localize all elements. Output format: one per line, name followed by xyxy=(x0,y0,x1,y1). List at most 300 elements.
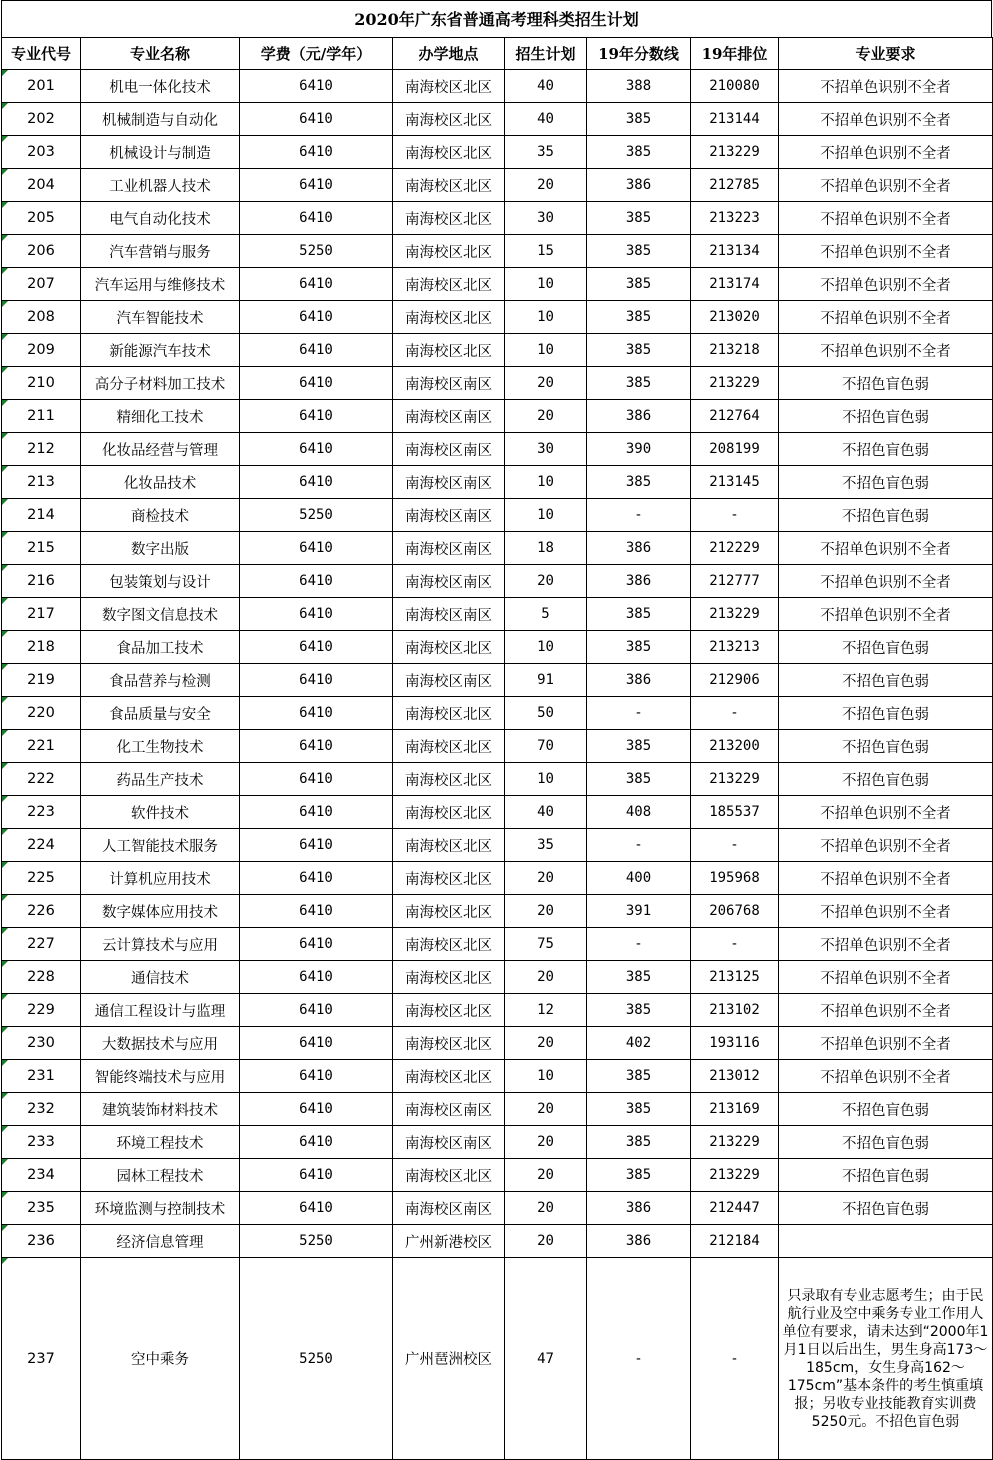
cell-rank[interactable]: 213229 xyxy=(691,1126,779,1159)
cell-fee[interactable]: 6410 xyxy=(240,829,393,862)
cell-location[interactable]: 南海校区北区 xyxy=(393,697,505,730)
cell-requirement[interactable]: 不招单色识别不全者 xyxy=(779,565,993,598)
cell-fee[interactable]: 6410 xyxy=(240,367,393,400)
cell-location[interactable]: 南海校区南区 xyxy=(393,598,505,631)
cell-plan[interactable]: 10 xyxy=(505,334,587,367)
cell-score[interactable]: 385 xyxy=(587,994,691,1027)
cell-plan[interactable]: 12 xyxy=(505,994,587,1027)
cell-score[interactable]: 385 xyxy=(587,1093,691,1126)
cell-score[interactable]: 385 xyxy=(587,1060,691,1093)
table-row xyxy=(2,433,993,466)
cell-code[interactable]: 230 xyxy=(2,1027,81,1060)
cell-location[interactable]: 南海校区北区 xyxy=(393,796,505,829)
cell-score[interactable]: 388 xyxy=(587,70,691,103)
cell-plan[interactable]: 20 xyxy=(505,1093,587,1126)
cell-plan[interactable]: 20 xyxy=(505,1126,587,1159)
cell-score[interactable]: 402 xyxy=(587,1027,691,1060)
cell-location[interactable]: 南海校区北区 xyxy=(393,994,505,1027)
cell-plan[interactable]: 18 xyxy=(505,532,587,565)
cell-requirement[interactable]: 不招单色识别不全者 xyxy=(779,796,993,829)
cell-requirement[interactable]: 不招色盲色弱 xyxy=(779,367,993,400)
cell-location[interactable]: 南海校区北区 xyxy=(393,235,505,268)
cell-name[interactable]: 汽车营销与服务 xyxy=(81,235,240,268)
cell-rank[interactable]: 213145 xyxy=(691,466,779,499)
cell-plan[interactable]: 47 xyxy=(505,1258,587,1460)
cell-fee[interactable]: 5250 xyxy=(240,1258,393,1460)
cell-name[interactable]: 汽车智能技术 xyxy=(81,301,240,334)
cell-requirement[interactable]: 不招色盲色弱 xyxy=(779,499,993,532)
cell-location[interactable]: 南海校区北区 xyxy=(393,136,505,169)
cell-name[interactable]: 人工智能技术服务 xyxy=(81,829,240,862)
cell-code[interactable]: 234 xyxy=(2,1159,81,1192)
cell-fee[interactable]: 6410 xyxy=(240,1126,393,1159)
cell-score[interactable]: 400 xyxy=(587,862,691,895)
cell-score[interactable]: 385 xyxy=(587,235,691,268)
cell-plan[interactable]: 40 xyxy=(505,70,587,103)
cell-requirement[interactable]: 不招单色识别不全者 xyxy=(779,103,993,136)
cell-name[interactable]: 云计算技术与应用 xyxy=(81,928,240,961)
cell-code[interactable]: 229 xyxy=(2,994,81,1027)
cell-rank[interactable]: 213229 xyxy=(691,763,779,796)
cell-rank[interactable]: 212447 xyxy=(691,1192,779,1225)
cell-requirement[interactable]: 不招单色识别不全者 xyxy=(779,301,993,334)
cell-score[interactable]: 386 xyxy=(587,664,691,697)
cell-requirement[interactable]: 不招单色识别不全者 xyxy=(779,268,993,301)
cell-requirement[interactable]: 不招单色识别不全者 xyxy=(779,136,993,169)
cell-plan[interactable]: 20 xyxy=(505,367,587,400)
cell-score[interactable]: 390 xyxy=(587,433,691,466)
cell-fee[interactable]: 6410 xyxy=(240,532,393,565)
cell-location[interactable]: 南海校区北区 xyxy=(393,730,505,763)
cell-plan[interactable]: 30 xyxy=(505,202,587,235)
cell-code[interactable]: 232 xyxy=(2,1093,81,1126)
cell-requirement[interactable]: 不招单色识别不全者 xyxy=(779,928,993,961)
cell-score[interactable]: 385 xyxy=(587,730,691,763)
cell-code[interactable]: 201 xyxy=(2,70,81,103)
cell-fee[interactable]: 6410 xyxy=(240,70,393,103)
cell-name[interactable]: 数字图文信息技术 xyxy=(81,598,240,631)
cell-fee[interactable]: 6410 xyxy=(240,202,393,235)
cell-plan[interactable]: 75 xyxy=(505,928,587,961)
cell-code[interactable]: 227 xyxy=(2,928,81,961)
cell-plan[interactable]: 10 xyxy=(505,1060,587,1093)
cell-location[interactable]: 南海校区北区 xyxy=(393,70,505,103)
cell-rank[interactable]: 193116 xyxy=(691,1027,779,1060)
cell-name[interactable]: 建筑装饰材料技术 xyxy=(81,1093,240,1126)
cell-name[interactable]: 智能终端技术与应用 xyxy=(81,1060,240,1093)
cell-location[interactable]: 广州新港校区 xyxy=(393,1225,505,1258)
cell-name[interactable]: 商检技术 xyxy=(81,499,240,532)
cell-fee[interactable]: 6410 xyxy=(240,1027,393,1060)
cell-requirement[interactable]: 不招色盲色弱 xyxy=(779,433,993,466)
cell-code[interactable]: 212 xyxy=(2,433,81,466)
cell-rank[interactable]: 213229 xyxy=(691,367,779,400)
cell-name[interactable]: 经济信息管理 xyxy=(81,1225,240,1258)
cell-code[interactable]: 203 xyxy=(2,136,81,169)
cell-fee[interactable]: 6410 xyxy=(240,928,393,961)
cell-code[interactable]: 224 xyxy=(2,829,81,862)
cell-fee[interactable]: 6410 xyxy=(240,1060,393,1093)
cell-name[interactable]: 数字媒体应用技术 xyxy=(81,895,240,928)
cell-plan[interactable]: 20 xyxy=(505,961,587,994)
cell-rank[interactable]: 212764 xyxy=(691,400,779,433)
cell-requirement[interactable]: 不招色盲色弱 xyxy=(779,1192,993,1225)
cell-code[interactable]: 210 xyxy=(2,367,81,400)
cell-code[interactable]: 211 xyxy=(2,400,81,433)
cell-location[interactable]: 南海校区北区 xyxy=(393,301,505,334)
cell-rank[interactable]: 213229 xyxy=(691,1159,779,1192)
cell-fee[interactable]: 6410 xyxy=(240,136,393,169)
cell-requirement[interactable]: 不招单色识别不全者 xyxy=(779,961,993,994)
cell-fee[interactable]: 5250 xyxy=(240,499,393,532)
cell-code[interactable]: 207 xyxy=(2,268,81,301)
cell-plan[interactable]: 20 xyxy=(505,400,587,433)
cell-rank[interactable]: 213218 xyxy=(691,334,779,367)
cell-name[interactable]: 食品加工技术 xyxy=(81,631,240,664)
cell-name[interactable]: 大数据技术与应用 xyxy=(81,1027,240,1060)
cell-fee[interactable]: 6410 xyxy=(240,268,393,301)
cell-requirement[interactable]: 不招色盲色弱 xyxy=(779,1126,993,1159)
cell-location[interactable]: 南海校区南区 xyxy=(393,499,505,532)
cell-code[interactable]: 219 xyxy=(2,664,81,697)
table-row xyxy=(2,466,993,499)
cell-plan[interactable]: 91 xyxy=(505,664,587,697)
cell-name[interactable]: 工业机器人技术 xyxy=(81,169,240,202)
cell-fee[interactable]: 6410 xyxy=(240,664,393,697)
cell-plan[interactable]: 5 xyxy=(505,598,587,631)
cell-code[interactable]: 202 xyxy=(2,103,81,136)
cell-rank[interactable]: 195968 xyxy=(691,862,779,895)
cell-plan[interactable]: 20 xyxy=(505,1192,587,1225)
cell-plan[interactable]: 20 xyxy=(505,895,587,928)
cell-code[interactable]: 218 xyxy=(2,631,81,664)
cell-fee[interactable]: 6410 xyxy=(240,730,393,763)
cell-code[interactable]: 208 xyxy=(2,301,81,334)
cell-plan[interactable]: 50 xyxy=(505,697,587,730)
cell-rank[interactable]: 206768 xyxy=(691,895,779,928)
cell-location[interactable]: 南海校区北区 xyxy=(393,334,505,367)
cell-requirement[interactable]: 不招色盲色弱 xyxy=(779,400,993,433)
cell-code[interactable]: 220 xyxy=(2,697,81,730)
cell-requirement[interactable]: 不招色盲色弱 xyxy=(779,697,993,730)
cell-fee[interactable]: 6410 xyxy=(240,169,393,202)
cell-location[interactable]: 南海校区南区 xyxy=(393,532,505,565)
cell-fee[interactable]: 6410 xyxy=(240,565,393,598)
cell-name[interactable]: 数字出版 xyxy=(81,532,240,565)
cell-location[interactable]: 南海校区北区 xyxy=(393,862,505,895)
cell-fee[interactable]: 6410 xyxy=(240,1159,393,1192)
cell-score[interactable]: 385 xyxy=(587,367,691,400)
cell-fee[interactable]: 6410 xyxy=(240,697,393,730)
cell-rank[interactable]: 213223 xyxy=(691,202,779,235)
cell-fee[interactable]: 6410 xyxy=(240,301,393,334)
cell-code[interactable]: 235 xyxy=(2,1192,81,1225)
cell-name[interactable]: 化妆品技术 xyxy=(81,466,240,499)
cell-fee[interactable]: 6410 xyxy=(240,1192,393,1225)
cell-plan[interactable]: 10 xyxy=(505,499,587,532)
cell-code[interactable]: 237 xyxy=(2,1258,81,1460)
cell-rank[interactable]: 213144 xyxy=(691,103,779,136)
cell-fee[interactable]: 6410 xyxy=(240,763,393,796)
cell-requirement[interactable]: 不招单色识别不全者 xyxy=(779,169,993,202)
cell-requirement[interactable]: 不招单色识别不全者 xyxy=(779,895,993,928)
cell-code[interactable]: 216 xyxy=(2,565,81,598)
cell-name[interactable]: 食品质量与安全 xyxy=(81,697,240,730)
cell-fee[interactable]: 6410 xyxy=(240,961,393,994)
cell-name[interactable]: 药品生产技术 xyxy=(81,763,240,796)
cell-plan[interactable]: 10 xyxy=(505,268,587,301)
cell-plan[interactable]: 20 xyxy=(505,862,587,895)
cell-location[interactable]: 南海校区北区 xyxy=(393,763,505,796)
cell-requirement[interactable]: 不招单色识别不全者 xyxy=(779,1027,993,1060)
cell-rank[interactable]: 212184 xyxy=(691,1225,779,1258)
cell-rank[interactable]: 212229 xyxy=(691,532,779,565)
cell-score[interactable]: - xyxy=(587,1258,691,1460)
cell-score[interactable]: 385 xyxy=(587,136,691,169)
cell-score[interactable]: 385 xyxy=(587,598,691,631)
cell-name[interactable]: 园林工程技术 xyxy=(81,1159,240,1192)
cell-location[interactable]: 南海校区北区 xyxy=(393,928,505,961)
cell-score[interactable]: 391 xyxy=(587,895,691,928)
cell-code[interactable]: 236 xyxy=(2,1225,81,1258)
cell-score[interactable]: 385 xyxy=(587,334,691,367)
cell-plan[interactable]: 40 xyxy=(505,796,587,829)
cell-fee[interactable]: 6410 xyxy=(240,895,393,928)
cell-name[interactable]: 环境监测与控制技术 xyxy=(81,1192,240,1225)
cell-requirement[interactable]: 不招色盲色弱 xyxy=(779,664,993,697)
cell-requirement[interactable]: 不招色盲色弱 xyxy=(779,730,993,763)
cell-location[interactable]: 南海校区北区 xyxy=(393,961,505,994)
cell-requirement[interactable] xyxy=(779,1225,993,1258)
cell-requirement[interactable]: 不招单色识别不全者 xyxy=(779,829,993,862)
cell-plan[interactable]: 35 xyxy=(505,136,587,169)
cell-location[interactable]: 南海校区南区 xyxy=(393,664,505,697)
cell-code[interactable]: 209 xyxy=(2,334,81,367)
cell-score[interactable]: 386 xyxy=(587,532,691,565)
cell-code[interactable]: 223 xyxy=(2,796,81,829)
cell-code[interactable]: 228 xyxy=(2,961,81,994)
cell-code[interactable]: 206 xyxy=(2,235,81,268)
cell-location[interactable]: 南海校区北区 xyxy=(393,169,505,202)
cell-code[interactable]: 204 xyxy=(2,169,81,202)
cell-fee[interactable]: 6410 xyxy=(240,598,393,631)
cell-requirement[interactable]: 不招单色识别不全者 xyxy=(779,334,993,367)
cell-score[interactable]: 385 xyxy=(587,961,691,994)
cell-rank[interactable]: 213229 xyxy=(691,598,779,631)
cell-plan[interactable]: 20 xyxy=(505,1159,587,1192)
cell-code[interactable]: 221 xyxy=(2,730,81,763)
cell-plan[interactable]: 20 xyxy=(505,1027,587,1060)
cell-rank[interactable]: 213200 xyxy=(691,730,779,763)
cell-rank[interactable]: 213102 xyxy=(691,994,779,1027)
cell-location[interactable]: 南海校区北区 xyxy=(393,1027,505,1060)
cell-name[interactable]: 软件技术 xyxy=(81,796,240,829)
cell-rank[interactable]: - xyxy=(691,697,779,730)
cell-rank[interactable]: 212777 xyxy=(691,565,779,598)
cell-requirement[interactable]: 不招单色识别不全者 xyxy=(779,1060,993,1093)
cell-name[interactable]: 通信工程设计与监理 xyxy=(81,994,240,1027)
cell-requirement[interactable]: 不招单色识别不全者 xyxy=(779,994,993,1027)
cell-plan[interactable]: 35 xyxy=(505,829,587,862)
cell-score[interactable]: 386 xyxy=(587,565,691,598)
cell-name[interactable]: 汽车运用与维修技术 xyxy=(81,268,240,301)
cell-fee[interactable]: 6410 xyxy=(240,433,393,466)
cell-location[interactable]: 南海校区南区 xyxy=(393,565,505,598)
cell-score[interactable]: 385 xyxy=(587,268,691,301)
cell-score[interactable]: 385 xyxy=(587,1126,691,1159)
cell-code[interactable]: 205 xyxy=(2,202,81,235)
cell-fee[interactable]: 6410 xyxy=(240,631,393,664)
cell-code[interactable]: 215 xyxy=(2,532,81,565)
cell-score[interactable]: 386 xyxy=(587,400,691,433)
cell-fee[interactable]: 6410 xyxy=(240,1093,393,1126)
cell-rank[interactable]: 212906 xyxy=(691,664,779,697)
cell-name[interactable]: 环境工程技术 xyxy=(81,1126,240,1159)
cell-score[interactable]: - xyxy=(587,697,691,730)
cell-location[interactable]: 南海校区南区 xyxy=(393,433,505,466)
cell-rank[interactable]: 208199 xyxy=(691,433,779,466)
cell-rank[interactable]: - xyxy=(691,829,779,862)
cell-requirement[interactable]: 不招单色识别不全者 xyxy=(779,202,993,235)
cell-requirement[interactable]: 只录取有专业志愿考生；由于民航行业及空中乘务专业工作用人单位有要求，请未达到“2000年1月1日以后出生，男生身高173～185cm，女生身高162～175cm”基本条件的考生慎重填报；另收专业技能教育实训费5250元。不招色盲色弱 xyxy=(779,1258,993,1460)
cell-score[interactable]: 385 xyxy=(587,1159,691,1192)
cell-code[interactable]: 217 xyxy=(2,598,81,631)
cell-location[interactable]: 南海校区北区 xyxy=(393,202,505,235)
cell-plan[interactable]: 10 xyxy=(505,631,587,664)
table-row xyxy=(2,400,993,433)
cell-plan[interactable]: 40 xyxy=(505,103,587,136)
cell-name[interactable]: 精细化工技术 xyxy=(81,400,240,433)
cell-location[interactable]: 南海校区北区 xyxy=(393,268,505,301)
cell-rank[interactable]: 212785 xyxy=(691,169,779,202)
cell-location[interactable]: 南海校区北区 xyxy=(393,103,505,136)
cell-plan[interactable]: 10 xyxy=(505,763,587,796)
cell-name[interactable]: 新能源汽车技术 xyxy=(81,334,240,367)
cell-name[interactable]: 机械设计与制造 xyxy=(81,136,240,169)
cell-name[interactable]: 高分子材料加工技术 xyxy=(81,367,240,400)
cell-rank[interactable]: 185537 xyxy=(691,796,779,829)
cell-location[interactable]: 南海校区北区 xyxy=(393,1060,505,1093)
cell-requirement[interactable]: 不招单色识别不全者 xyxy=(779,70,993,103)
cell-location[interactable]: 南海校区北区 xyxy=(393,895,505,928)
cell-location[interactable]: 南海校区南区 xyxy=(393,1126,505,1159)
cell-score[interactable]: 386 xyxy=(587,1225,691,1258)
cell-code[interactable]: 214 xyxy=(2,499,81,532)
cell-plan[interactable]: 70 xyxy=(505,730,587,763)
cell-score[interactable]: 386 xyxy=(587,169,691,202)
cell-rank[interactable]: - xyxy=(691,499,779,532)
cell-location[interactable]: 南海校区北区 xyxy=(393,829,505,862)
cell-requirement[interactable]: 不招单色识别不全者 xyxy=(779,862,993,895)
cell-requirement[interactable]: 不招色盲色弱 xyxy=(779,466,993,499)
cell-requirement[interactable]: 不招色盲色弱 xyxy=(779,1093,993,1126)
cell-score[interactable]: 386 xyxy=(587,1192,691,1225)
cell-rank[interactable]: 210080 xyxy=(691,70,779,103)
cell-code[interactable]: 233 xyxy=(2,1126,81,1159)
cell-name[interactable]: 食品营养与检测 xyxy=(81,664,240,697)
cell-plan[interactable]: 10 xyxy=(505,466,587,499)
cell-rank[interactable]: 213020 xyxy=(691,301,779,334)
cell-plan[interactable]: 10 xyxy=(505,301,587,334)
enrollment-table xyxy=(1,37,993,1460)
cell-plan[interactable]: 20 xyxy=(505,1225,587,1258)
cell-plan[interactable]: 30 xyxy=(505,433,587,466)
cell-plan[interactable]: 15 xyxy=(505,235,587,268)
cell-code[interactable]: 225 xyxy=(2,862,81,895)
cell-score[interactable]: 385 xyxy=(587,202,691,235)
cell-name[interactable]: 机械制造与自动化 xyxy=(81,103,240,136)
cell-name[interactable]: 化妆品经营与管理 xyxy=(81,433,240,466)
cell-score[interactable]: - xyxy=(587,829,691,862)
cell-fee[interactable]: 5250 xyxy=(240,235,393,268)
cell-location[interactable]: 南海校区南区 xyxy=(393,367,505,400)
cell-location[interactable]: 南海校区南区 xyxy=(393,1192,505,1225)
cell-score[interactable]: 385 xyxy=(587,631,691,664)
cell-rank[interactable]: 213012 xyxy=(691,1060,779,1093)
cell-location[interactable]: 南海校区南区 xyxy=(393,400,505,433)
cell-fee[interactable]: 6410 xyxy=(240,103,393,136)
cell-name[interactable]: 空中乘务 xyxy=(81,1258,240,1460)
cell-fee[interactable]: 6410 xyxy=(240,334,393,367)
cell-requirement[interactable]: 不招色盲色弱 xyxy=(779,1159,993,1192)
cell-location[interactable]: 南海校区北区 xyxy=(393,1159,505,1192)
cell-name[interactable]: 化工生物技术 xyxy=(81,730,240,763)
cell-location[interactable]: 广州琶洲校区 xyxy=(393,1258,505,1460)
cell-requirement[interactable]: 不招单色识别不全者 xyxy=(779,532,993,565)
cell-fee[interactable]: 6410 xyxy=(240,862,393,895)
cell-code[interactable]: 213 xyxy=(2,466,81,499)
cell-plan[interactable]: 20 xyxy=(505,169,587,202)
cell-rank[interactable]: 213134 xyxy=(691,235,779,268)
cell-fee[interactable]: 6410 xyxy=(240,466,393,499)
cell-rank[interactable]: 213125 xyxy=(691,961,779,994)
cell-plan[interactable]: 20 xyxy=(505,565,587,598)
cell-code[interactable]: 231 xyxy=(2,1060,81,1093)
cell-name[interactable]: 计算机应用技术 xyxy=(81,862,240,895)
cell-score[interactable]: 385 xyxy=(587,763,691,796)
cell-rank[interactable]: 213213 xyxy=(691,631,779,664)
cell-score[interactable]: 385 xyxy=(587,103,691,136)
cell-score[interactable]: - xyxy=(587,499,691,532)
cell-rank[interactable]: 213229 xyxy=(691,136,779,169)
cell-requirement[interactable]: 不招色盲色弱 xyxy=(779,631,993,664)
cell-score[interactable]: 385 xyxy=(587,466,691,499)
cell-rank[interactable]: - xyxy=(691,928,779,961)
cell-rank[interactable]: - xyxy=(691,1258,779,1460)
cell-name[interactable]: 电气自动化技术 xyxy=(81,202,240,235)
cell-requirement[interactable]: 不招单色识别不全者 xyxy=(779,235,993,268)
cell-requirement[interactable]: 不招色盲色弱 xyxy=(779,763,993,796)
cell-location[interactable]: 南海校区南区 xyxy=(393,1093,505,1126)
cell-fee[interactable]: 6410 xyxy=(240,400,393,433)
cell-score[interactable]: 385 xyxy=(587,301,691,334)
cell-code[interactable]: 226 xyxy=(2,895,81,928)
cell-location[interactable]: 南海校区南区 xyxy=(393,466,505,499)
cell-location[interactable]: 南海校区北区 xyxy=(393,631,505,664)
cell-name[interactable]: 机电一体化技术 xyxy=(81,70,240,103)
cell-code[interactable]: 222 xyxy=(2,763,81,796)
cell-rank[interactable]: 213169 xyxy=(691,1093,779,1126)
cell-score[interactable]: 408 xyxy=(587,796,691,829)
cell-fee[interactable]: 5250 xyxy=(240,1225,393,1258)
cell-name[interactable]: 通信技术 xyxy=(81,961,240,994)
cell-requirement[interactable]: 不招单色识别不全者 xyxy=(779,598,993,631)
cell-score[interactable]: - xyxy=(587,928,691,961)
cell-rank[interactable]: 213174 xyxy=(691,268,779,301)
cell-fee[interactable]: 6410 xyxy=(240,796,393,829)
cell-fee[interactable]: 6410 xyxy=(240,994,393,1027)
cell-name[interactable]: 包装策划与设计 xyxy=(81,565,240,598)
